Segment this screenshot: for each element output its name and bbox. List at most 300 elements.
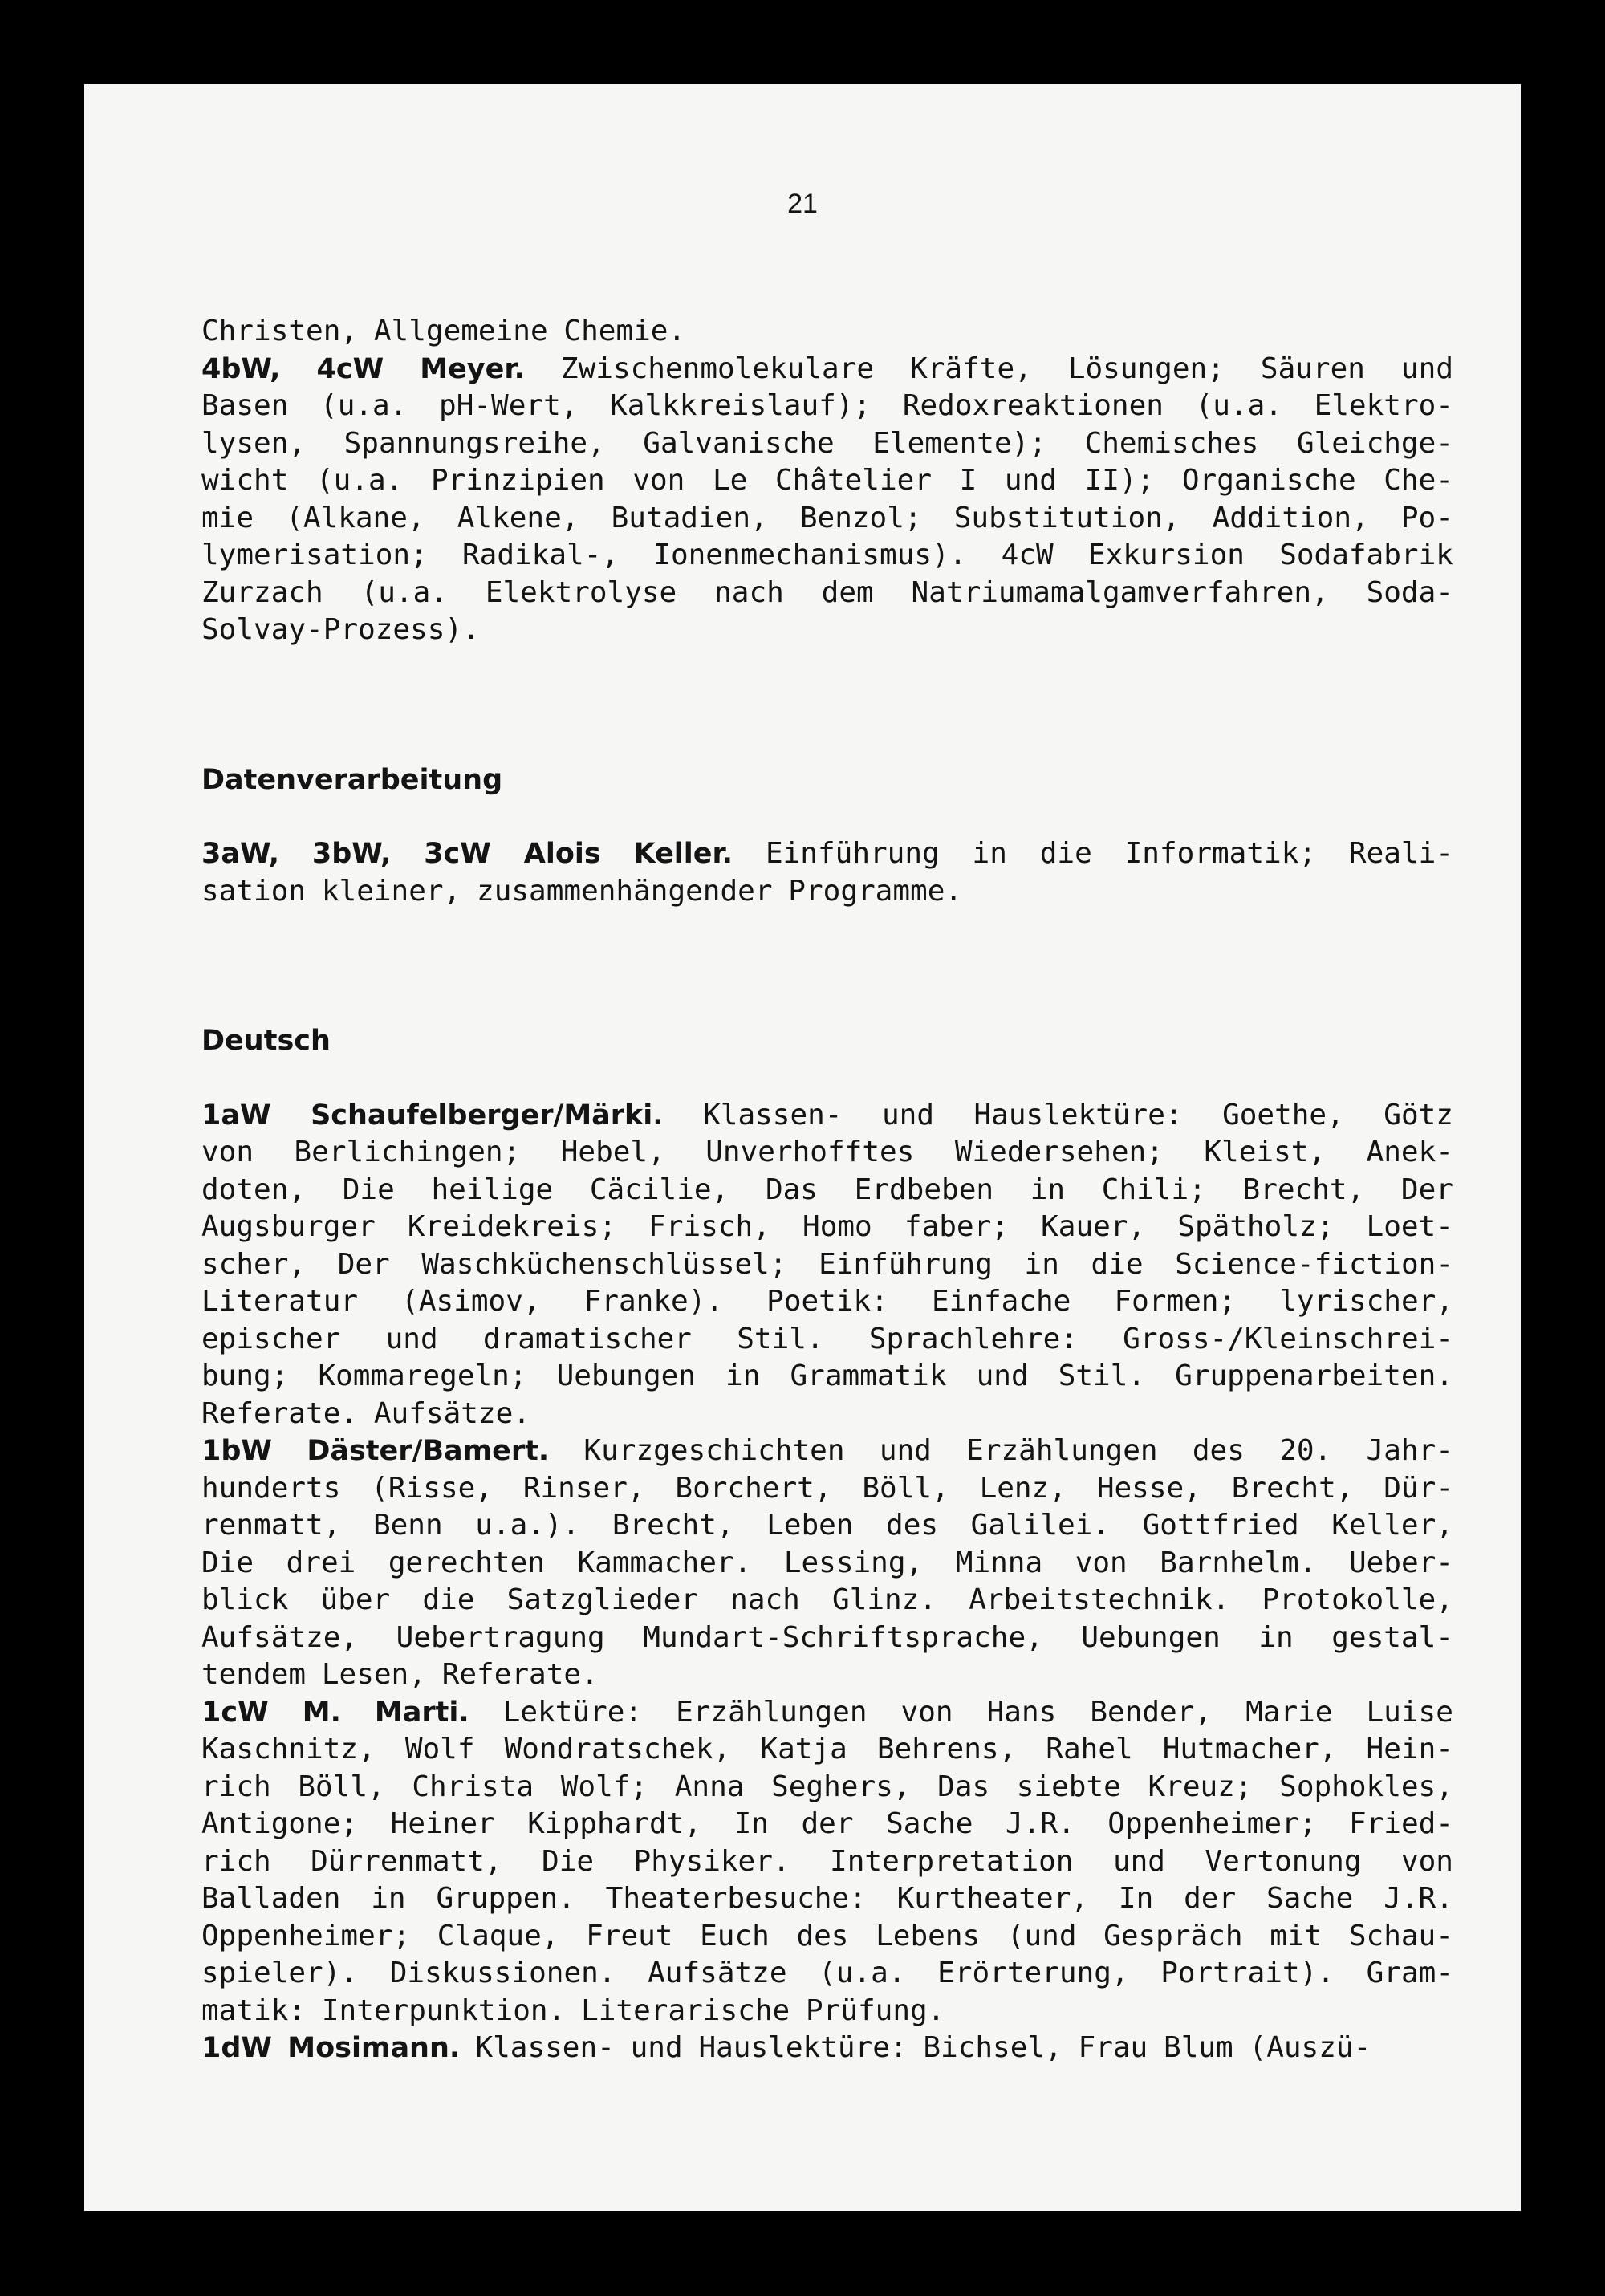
word: Ueber- (1348, 1546, 1453, 1579)
word: (Risse, (371, 1471, 493, 1505)
word: Lösungen; (1067, 352, 1225, 385)
paragraph-gap (201, 649, 1453, 762)
word: Euch (700, 1919, 770, 1953)
word: hunderts (201, 1471, 341, 1505)
word: Behrens, (876, 1733, 1017, 1766)
word: Hauslektüre: (698, 2031, 908, 2064)
word: Sprachlehre: (868, 1322, 1078, 1355)
word: Brecht, (1242, 1172, 1365, 1206)
word: Vertonung (1205, 1844, 1362, 1878)
word: Alkene, (457, 501, 579, 534)
word: Prinzipien (430, 464, 605, 497)
word: Natriumamalgamverfahren, (911, 575, 1329, 609)
word: (u.a. (819, 1957, 906, 1989)
word: Referate. (201, 1396, 359, 1430)
word: Glinz. (832, 1583, 937, 1616)
word: Frau (1078, 2031, 1148, 2064)
word: von (1075, 1546, 1128, 1579)
word: Soda- (1366, 575, 1453, 609)
word: Allgemeine (373, 315, 548, 347)
text-line (201, 1769, 1453, 1806)
text-line (201, 835, 1453, 873)
paragraph-gap (201, 910, 1453, 1022)
word: J.R. (1006, 1807, 1075, 1840)
word: Protokolle, (1262, 1583, 1453, 1616)
word: Prüfung. (805, 1993, 945, 2027)
word: Brecht, (1231, 1471, 1354, 1505)
word: I (959, 464, 977, 497)
word: spieler). (201, 1957, 359, 1989)
word: in (371, 1882, 406, 1915)
paragraph (201, 1432, 1453, 1694)
word: Oppenheimer; (1107, 1807, 1317, 1840)
word: Erzählungen (676, 1695, 868, 1729)
word: matik: (201, 1993, 307, 2027)
word: Gram- (1366, 1957, 1453, 1989)
word: Erdbeben (854, 1172, 994, 1206)
bold-word: 4cW (316, 352, 384, 385)
word: II); (1084, 464, 1155, 497)
word: sation (201, 874, 307, 908)
word: Klassen- (703, 1098, 843, 1132)
word: Diskussionen. (389, 1957, 616, 1989)
bold-word: 1aW (201, 1099, 271, 1132)
word: Kauer, (1041, 1210, 1146, 1243)
word: Literatur (201, 1285, 359, 1318)
word: Barnhelm. (1160, 1546, 1317, 1579)
word: Addition, (1212, 501, 1369, 534)
word: 20. (1279, 1434, 1332, 1467)
word: Organische (1181, 464, 1356, 497)
word: Anna (674, 1770, 745, 1803)
word: Die (342, 1172, 395, 1206)
word: Gespräch (1103, 1919, 1243, 1953)
paragraph (201, 835, 1453, 910)
word: Antigone; (201, 1807, 359, 1840)
word: Elemente); (872, 426, 1047, 460)
word: Uebertragung (396, 1620, 605, 1654)
word: Dür- (1384, 1471, 1453, 1505)
word: Aufsätze, (201, 1620, 359, 1654)
word: Waschküchenschlüssel; (421, 1247, 787, 1281)
text-line (201, 1209, 1453, 1246)
word: Aufsätze. (373, 1396, 530, 1430)
word: Böll, (862, 1471, 949, 1505)
paragraph (201, 351, 1453, 649)
word: Götz (1384, 1098, 1453, 1132)
word: Frisch, (648, 1210, 770, 1243)
word: Hans (986, 1695, 1057, 1729)
word: Science-fiction- (1175, 1247, 1453, 1281)
word: epischer (201, 1322, 341, 1355)
word: Freut (586, 1919, 673, 1953)
document-page (84, 84, 1521, 2211)
word: Das (765, 1172, 818, 1206)
word: Schau- (1348, 1919, 1453, 1953)
text-line (201, 537, 1453, 575)
word: Bender, (1090, 1695, 1213, 1729)
word: nach (714, 575, 784, 609)
word: Lektüre: (502, 1695, 643, 1729)
word: Anek- (1366, 1136, 1453, 1168)
word: J.R. (1384, 1882, 1453, 1915)
word: Solvay-Prozess). (201, 613, 480, 646)
word: Franke). (583, 1285, 724, 1318)
word: Exkursion (1087, 538, 1245, 571)
bold-word: 3bW, (311, 838, 392, 870)
word: Stil. (737, 1322, 824, 1355)
bold-word: Meyer. (420, 352, 525, 385)
paragraph (201, 313, 1453, 351)
word: Substitution, (953, 501, 1180, 534)
word: Aufsätze (648, 1957, 787, 1989)
text-line (201, 1022, 1453, 1060)
word: Berlichingen; (294, 1136, 521, 1168)
word: der (801, 1807, 854, 1840)
word: Hesse, (1096, 1471, 1201, 1505)
word: Kurtheater, (896, 1882, 1089, 1915)
word: gerechten (388, 1546, 545, 1579)
word: Galvanische (643, 426, 835, 460)
word: Sodafabrik (1279, 538, 1453, 571)
bold-word: Schaufelberger/Märki. (311, 1099, 664, 1132)
word: renmatt, (201, 1509, 341, 1542)
word: Gleichge- (1296, 426, 1453, 460)
word: Kreuz; (1148, 1770, 1253, 1803)
word: Stil. (1058, 1359, 1146, 1392)
text-line (201, 1806, 1453, 1843)
text-line (201, 1843, 1453, 1881)
word: Minna (955, 1546, 1043, 1579)
text-line (201, 2030, 1453, 2067)
word: Christa (412, 1770, 534, 1803)
word: Sophokles, (1279, 1770, 1453, 1803)
word: Uebungen (556, 1359, 696, 1392)
word: (Asimov, (401, 1285, 541, 1318)
word: 4cW (1001, 538, 1054, 571)
word: Rinser, (522, 1471, 645, 1505)
word: die (1091, 1247, 1144, 1281)
word: nach (730, 1583, 800, 1616)
word: Blum (1164, 2031, 1233, 2064)
word: des (796, 1919, 849, 1953)
word: Gottfried (1142, 1509, 1299, 1542)
word: Brecht, (612, 1509, 734, 1542)
word: und (879, 1434, 932, 1467)
bold-word: Marti. (374, 1696, 469, 1729)
word: Che- (1384, 464, 1453, 497)
word: Chemie. (563, 315, 686, 347)
word: des (886, 1509, 939, 1542)
word: Oppenheimer; (201, 1919, 411, 1953)
word: rich (201, 1844, 271, 1878)
word: Hein- (1366, 1733, 1453, 1766)
bold-word: 1cW (201, 1696, 269, 1729)
word: Augsburger (201, 1210, 376, 1243)
word: gestal- (1331, 1620, 1453, 1654)
word: die (422, 1583, 475, 1616)
word: Dürrenmatt, (311, 1844, 502, 1878)
word: und (1004, 464, 1057, 497)
word: dramatischer (482, 1322, 692, 1355)
text-line (201, 1358, 1453, 1396)
word: (Alkane, (286, 501, 425, 534)
word: (u.a. (360, 575, 448, 609)
word: blick (201, 1583, 289, 1616)
word: Sache (886, 1807, 973, 1840)
word: Wolf; (560, 1770, 648, 1803)
bold-word: Keller. (633, 838, 733, 870)
word: von (201, 1136, 254, 1168)
word: Chili; (1101, 1172, 1206, 1206)
word: drei (286, 1546, 356, 1579)
word: tendem (201, 1658, 307, 1691)
word: doten, (201, 1172, 307, 1206)
word: und (385, 1322, 438, 1355)
word: Hutmacher, (1162, 1733, 1337, 1766)
word: Homo (802, 1210, 872, 1243)
word: (u.a. (320, 389, 408, 422)
word: der (1184, 1882, 1237, 1915)
word: Jahr- (1366, 1434, 1453, 1467)
word: Wolf (404, 1733, 475, 1766)
bold-word: Däster/Bamert. (307, 1435, 550, 1467)
bold-word: Datenverarbeitung (201, 763, 503, 796)
word: Physiker. (633, 1844, 790, 1878)
paragraph (201, 1022, 1453, 1060)
word: die (1039, 837, 1092, 870)
text-line (201, 1918, 1453, 1956)
text-line (201, 1097, 1453, 1135)
text-line (201, 351, 1453, 388)
word: von (1400, 1844, 1453, 1878)
word: Poetik: (766, 1285, 888, 1318)
word: Gruppen. (436, 1882, 575, 1915)
word: Literarische (581, 1993, 790, 2027)
word: Kammacher. (577, 1546, 752, 1579)
paragraph-gap (201, 799, 1453, 835)
text-line (201, 1619, 1453, 1657)
word: (u.a. (315, 464, 404, 497)
word: Lessing, (783, 1546, 924, 1579)
word: in (1258, 1620, 1294, 1654)
word: Kurzgeschichten (583, 1434, 845, 1467)
word: Spannungsreihe, (343, 426, 605, 460)
text-line (201, 1880, 1453, 1918)
word: Unverhofftes (705, 1136, 915, 1168)
text-line (201, 1246, 1453, 1284)
bold-word: Alois (523, 838, 601, 870)
word: Referate. (441, 1658, 599, 1691)
text-line (201, 612, 1453, 649)
word: und (630, 2031, 683, 2064)
text-line (201, 1432, 1453, 1470)
word: und (976, 1359, 1029, 1392)
word: Marie (1245, 1695, 1333, 1729)
paragraph (201, 1694, 1453, 2030)
bold-word: 1bW (201, 1435, 273, 1467)
word: in (1030, 1172, 1066, 1206)
word: faber; (904, 1210, 1009, 1243)
word: Loet- (1366, 1210, 1453, 1243)
text-line (201, 462, 1453, 500)
word: und (1400, 352, 1453, 385)
bold-word: Mosimann. (287, 2032, 461, 2064)
word: Ionenmechanismus). (653, 538, 967, 571)
word: Interpunktion. (321, 1993, 566, 2027)
paragraph (201, 2030, 1453, 2067)
word: Seghers, (771, 1770, 911, 1803)
word: In (1118, 1882, 1154, 1915)
word: in (1024, 1247, 1059, 1281)
word: bung; (201, 1359, 289, 1392)
word: und (1112, 1844, 1165, 1878)
page-number: 21 (787, 189, 818, 219)
text-line (201, 1507, 1453, 1545)
word: dem (821, 575, 874, 609)
bold-word: M. (302, 1696, 341, 1729)
paragraph (201, 1097, 1453, 1433)
word: Böll, (298, 1770, 385, 1803)
word: Gruppenarbeiten. (1175, 1359, 1453, 1392)
word: Der (337, 1247, 390, 1281)
word: mit (1270, 1919, 1323, 1953)
word: Erörterung, (937, 1957, 1129, 1989)
word: Säuren (1260, 352, 1365, 385)
word: Reali- (1348, 837, 1453, 870)
word: Fried- (1348, 1807, 1453, 1840)
text-line (201, 575, 1453, 612)
word: Po- (1400, 501, 1453, 534)
word: des (1192, 1434, 1245, 1467)
word: Radikal-, (461, 538, 620, 571)
word: Zurzach (201, 575, 323, 609)
word: u.a.). (475, 1509, 580, 1542)
word: Christen, (201, 315, 359, 347)
word: Kleist, (1204, 1136, 1327, 1168)
bold-word: 3aW, (201, 838, 280, 870)
word: Basen (201, 389, 289, 422)
text-line (201, 1955, 1453, 1993)
word: Sache (1266, 1882, 1354, 1915)
word: Zwischenmolekulare (560, 352, 875, 385)
text-line (201, 1545, 1453, 1583)
paragraph (201, 762, 1453, 799)
word: Spätholz; (1177, 1210, 1335, 1243)
word: wicht (201, 464, 289, 497)
text-line (201, 1396, 1453, 1433)
word: Mundart-Schriftsprache, (643, 1620, 1043, 1654)
word: heilige (431, 1172, 554, 1206)
word: und (881, 1098, 934, 1132)
word: Balladen (201, 1882, 341, 1915)
word: mie (201, 501, 254, 534)
text-line (201, 1283, 1453, 1321)
word: Luise (1366, 1695, 1453, 1729)
word: Keller, (1331, 1509, 1453, 1542)
word: kleiner, (321, 874, 461, 908)
word: pH-Wert, (439, 389, 579, 422)
text-line (201, 1656, 1453, 1694)
word: Lebens (876, 1919, 981, 1953)
text-line (201, 762, 1453, 799)
word: Klassen- (475, 2031, 615, 2064)
text-line (201, 1134, 1453, 1172)
word: Arbeitstechnik. (969, 1583, 1230, 1616)
paragraph-gap (201, 1060, 1453, 1097)
word: Goethe, (1222, 1098, 1344, 1132)
bold-word: 1dW (201, 2032, 273, 2064)
word: Grammatik (790, 1359, 947, 1392)
text-line (201, 1993, 1453, 2030)
word: Satzglieder (506, 1583, 698, 1616)
word: in (972, 837, 1007, 870)
word: Das (937, 1770, 990, 1803)
text-line (201, 1470, 1453, 1508)
text-line (201, 873, 1453, 911)
word: Programme. (788, 874, 963, 908)
text-line (201, 1731, 1453, 1769)
word: lyrischer, (1279, 1285, 1453, 1318)
word: Formen; (1114, 1285, 1237, 1318)
bold-word: 4bW, (201, 352, 281, 385)
word: Bichsel, (923, 2031, 1063, 2064)
word: Claque, (437, 1919, 559, 1953)
word: Elektrolyse (485, 575, 677, 609)
word: In (733, 1807, 769, 1840)
word: scher, (201, 1247, 307, 1281)
word: siebte (1016, 1770, 1121, 1803)
word: Der (1400, 1172, 1453, 1206)
word: Leben (766, 1509, 854, 1542)
word: Butadien, (611, 501, 768, 534)
word: Interpretation (830, 1844, 1074, 1878)
word: Kreidekreis; (407, 1210, 616, 1243)
word: Katja (760, 1733, 847, 1766)
word: (und (1006, 1919, 1077, 1953)
word: Heiner (390, 1807, 495, 1840)
word: Rahel (1046, 1733, 1133, 1766)
word: lysen, (201, 426, 307, 460)
word: Kommaregeln; (318, 1359, 527, 1392)
word: in (725, 1359, 761, 1392)
word: Galilei. (970, 1509, 1111, 1542)
word: von (900, 1695, 953, 1729)
word: Borchert, (675, 1471, 832, 1505)
text-line (201, 1172, 1453, 1209)
word: Einführung (765, 837, 940, 870)
word: Uebungen (1081, 1620, 1221, 1654)
word: Kalkkreislauf); (610, 389, 872, 422)
word: (Auszü- (1249, 2031, 1371, 2064)
text-line (201, 313, 1453, 351)
word: Gross-/Kleinschrei- (1123, 1322, 1453, 1355)
word: rich (201, 1770, 271, 1803)
word: Die (201, 1546, 254, 1579)
word: Theaterbesuche: (605, 1882, 867, 1915)
word: Benzol; (799, 501, 922, 534)
word: Elektro- (1314, 389, 1453, 422)
text-line (201, 500, 1453, 538)
text-line (201, 388, 1453, 425)
word: Wiedersehen; (954, 1136, 1164, 1168)
word: Kaschnitz, (201, 1733, 376, 1766)
bold-word: Deutsch (201, 1025, 331, 1057)
text-line (201, 1321, 1453, 1359)
word: Wondratschek, (504, 1733, 731, 1766)
text-line (201, 1582, 1453, 1619)
word: Informatik; (1124, 837, 1317, 870)
